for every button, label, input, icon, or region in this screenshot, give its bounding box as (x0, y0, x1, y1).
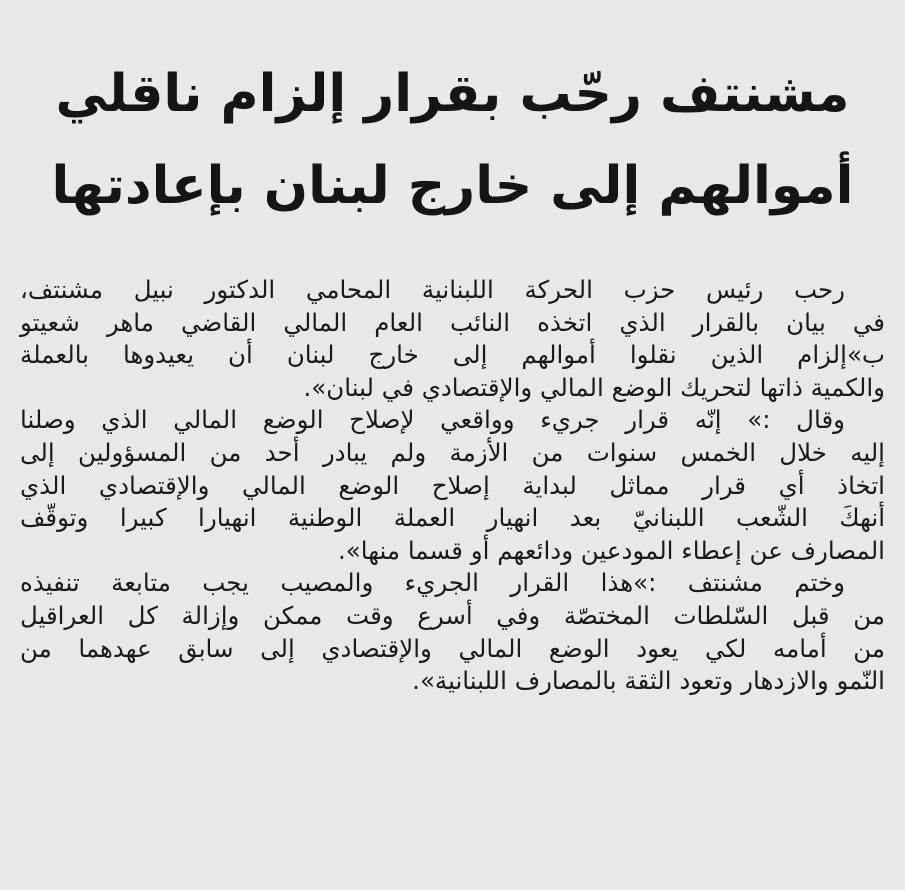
paragraph-line: وقال :» إنّه قرار جريء وواقعي لإصلاح الوضع المالي الذي وصلنا (20, 405, 845, 435)
article-headline (20, 48, 885, 232)
paragraph-line: من أمامه لكي يعود الوضع المالي والإقتصادي إلى سابق عهدهما من (20, 633, 885, 663)
headline-line-1: مشنتف رحّب بقرار إلزام ناقلي (55, 64, 850, 124)
headline-line-2: أموالهم إلى خارج لبنان بإعادتها (51, 156, 854, 216)
paragraph-3 (20, 567, 885, 697)
paragraph-line: والكمية ذاتها لتحريك الوضع المالي والإقتصادي في لبنان». (303, 372, 885, 402)
paragraph-line: النّمو والازدهار وتعود الثقة بالمصارف اللبنانية». (412, 666, 885, 696)
paragraph-line: المصارف عن إعطاء المودعين ودائعهم أو قسما منها». (337, 535, 885, 565)
paragraph-line: اتخاذ أي قرار مماثل لبداية إصلاح الوضع المالي والإقتصادي الذي (20, 470, 885, 500)
article-body (20, 274, 885, 698)
paragraph-line: ب»إلزام الذين نقلوا أموالهم إلى خارج لبنان أن يعيدوها بالعملة (20, 340, 885, 370)
paragraph-line: إليه خلال الخمس سنوات من الأزمة ولم يبادر أحد من المسؤولين إلى (20, 437, 885, 467)
paragraph-line: رحب رئيس حزب الحركة اللبنانية المحامي الدكتور نبيل مشنتف، (20, 275, 845, 304)
paragraph-line: وختم مشنتف :»هذا القرار الجريء والمصيب يجب متابعة تنفيذه (20, 568, 845, 598)
paragraph-line: من قبل السّلطات المختصّة وفي أسرع وقت ممكن وإزالة كل العراقيل (20, 600, 885, 630)
paragraph-1 (20, 274, 885, 404)
paragraph-line: في بيان بالقرار الذي اتخذه النائب العام المالي القاضي ماهر شعيتو (20, 307, 885, 337)
paragraph-2 (20, 404, 885, 567)
paragraph-line: أنهكَ الشّعب اللبنانيّ بعد انهيار العملة الوطنية انهيارا كبيرا وتوقّف (20, 503, 885, 533)
